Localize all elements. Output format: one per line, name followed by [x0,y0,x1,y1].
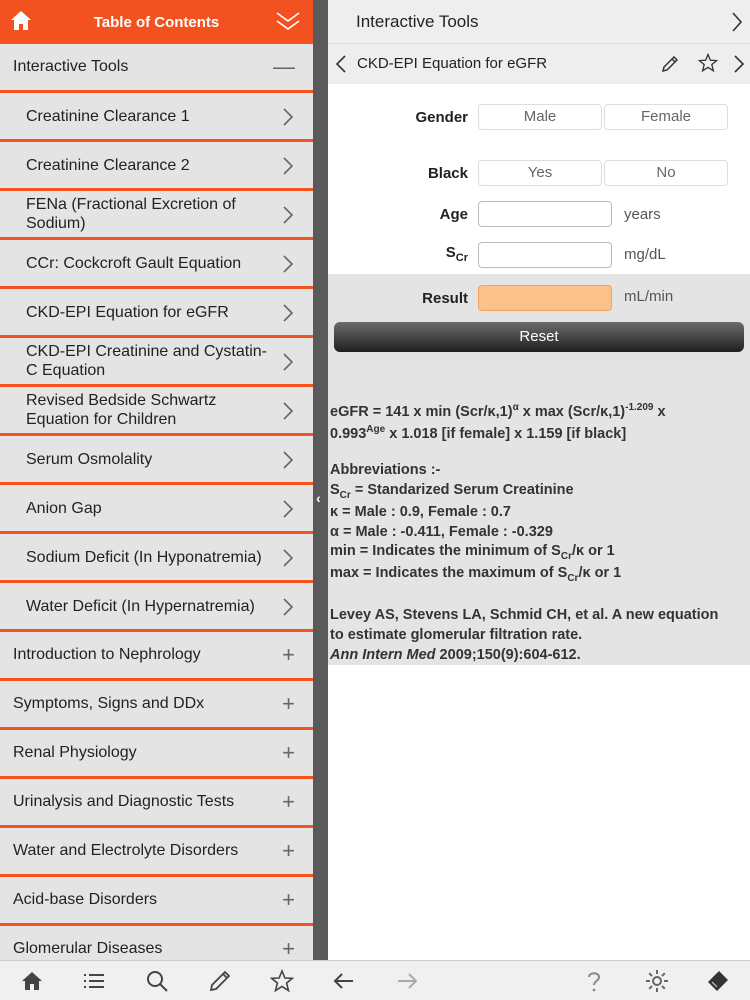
list-icon[interactable] [82,969,106,993]
abbr-text: /κ or 1 [571,543,615,559]
formula-line-1 [330,402,666,420]
list-item[interactable] [0,240,313,289]
formula-sup: -1.209 [625,402,654,413]
collapse-all-icon[interactable] [275,10,301,32]
chevron-right-icon [283,549,293,567]
pencil-icon[interactable] [208,969,232,993]
reference-line: to estimate glomerular filtration rate. [330,627,583,643]
tag-icon[interactable] [706,969,730,993]
toc-header [0,0,313,44]
section-label: Symptoms, Signs and DDx [13,695,205,712]
bottom-toolbar [0,960,750,1000]
list-item[interactable] [0,191,313,240]
section-label: Interactive Tools [13,58,129,75]
list-item-label: Creatinine Clearance 1 [26,107,190,125]
result-output [478,285,612,311]
abbreviation-line [330,565,621,584]
section-row[interactable] [0,730,313,779]
section-label: Renal Physiology [13,744,137,761]
age-unit: years [624,206,661,223]
chevron-right-icon [283,304,293,322]
table-of-contents-pane [0,0,313,960]
back-arrow-icon[interactable] [332,969,356,993]
section-row[interactable] [0,828,313,877]
gender-segmented-control [478,104,730,130]
abbr-text: min = Indicates the minimum of S [330,543,561,559]
black-segmented-control [478,160,730,186]
gender-female-option[interactable]: Female [604,104,728,130]
list-item-label: CKD-EPI Equation for eGFR [26,303,229,321]
calculator [328,84,750,400]
scr-unit: mg/dL [624,246,666,263]
reference-line: Levey AS, Stevens LA, Schmid CH, et al. A new equation [330,607,719,623]
formula-text: 0.993 [330,425,367,442]
chevron-right-icon [283,353,293,371]
chevron-right-icon [283,402,293,420]
content-pane [328,0,750,960]
home-icon[interactable] [20,969,44,993]
section-label: Acid-base Disorders [13,891,158,908]
scr-label [338,244,468,264]
black-label: Black [427,165,468,182]
list-item-label: CKD-EPI Creatinine and Cystatin-C Equation [26,343,267,379]
black-no-option[interactable]: No [604,160,728,186]
list-item[interactable] [0,485,313,534]
pencil-icon[interactable] [660,54,680,74]
section-label: Glomerular Diseases [13,940,163,957]
toc-title: Table of Contents [93,13,220,31]
list-item[interactable] [0,534,313,583]
plus-icon: + [282,887,295,912]
abbreviation-line: α = Male : -0.411, Female : -0.329 [330,524,553,540]
collapse-pane-icon[interactable]: ‹ [316,490,321,506]
scr-label-text: S [445,244,456,261]
abbreviation-line: κ = Male : 0.9, Female : 0.7 [330,504,511,520]
list-item-label: Anion Gap [26,499,102,517]
list-item-label: FENa (Fractional Excretion of Sodium) [26,196,236,232]
minus-icon: — [273,54,295,79]
abbreviations-title: Abbreviations :- [330,462,441,478]
plus-icon: + [282,789,295,814]
abbr-sub: Cr [339,489,351,501]
plus-icon: + [282,691,295,716]
journal-name: Ann Intern Med [330,647,436,663]
forward-chevron-icon[interactable] [734,55,744,73]
list-item[interactable] [0,289,313,338]
star-icon[interactable] [698,53,718,73]
section-label: Urinalysis and Diagnostic Tests [13,793,235,810]
settings-gear-icon[interactable] [645,969,669,993]
chevron-right-icon [732,12,742,32]
abbr-sub: Cr [560,550,572,562]
formula-sup: Age [366,424,386,435]
list-item-label: Water Deficit (In Hypernatremia) [26,597,255,615]
page-title: CKD-EPI Equation for eGFR [357,55,548,72]
section-label: Water and Electrolyte Disorders [13,842,239,859]
section-row[interactable] [0,632,313,681]
chevron-right-icon [283,451,293,469]
chevron-right-icon [283,500,293,518]
age-label: Age [439,206,468,223]
section-row[interactable] [0,779,313,828]
age-input[interactable] [478,201,612,227]
chevron-right-icon [283,598,293,616]
chevron-right-icon [283,206,293,224]
formula-line-2 [330,424,626,442]
list-item[interactable] [0,583,313,632]
list-item-label: Serum Osmolality [26,450,153,468]
reference-line [330,647,581,663]
formula-notes [328,400,750,665]
abbreviation-line [330,482,574,501]
plus-icon: + [282,838,295,863]
abbr-text: /κ or 1 [578,565,622,581]
formula-text: x 1.018 [if female] x 1.159 [if black] [385,425,627,442]
back-chevron-icon[interactable] [336,55,346,73]
star-icon[interactable] [270,969,294,993]
list-item-label: CCr: Cockcroft Gault Equation [26,254,242,272]
formula-text: eGFR = 141 x min (Scr/κ,1) [330,403,513,420]
list-item-label: Sodium Deficit (In Hyponatremia) [26,548,262,566]
black-yes-option[interactable]: Yes [478,160,602,186]
plus-icon: + [282,936,295,960]
abbr-text: S [330,482,340,498]
abbr-sub: Cr [567,572,579,584]
list-item-label: Creatinine Clearance 2 [26,156,190,174]
scr-label-sub: Cr [455,252,468,264]
list-item[interactable] [0,387,313,436]
chevron-right-icon [283,255,293,273]
section-row[interactable] [0,926,313,960]
formula-text: x [653,403,666,420]
search-icon[interactable] [145,969,169,993]
section-row[interactable] [0,877,313,926]
gender-label: Gender [415,109,468,126]
chevron-right-icon [283,108,293,126]
section-row[interactable] [0,681,313,730]
chevron-right-icon [283,157,293,175]
content-header-title: Interactive Tools [356,11,479,31]
forward-arrow-icon[interactable] [395,969,419,993]
section-label: Introduction to Nephrology [13,646,201,663]
gender-male-option[interactable]: Male [478,104,602,130]
result-label: Result [422,290,468,307]
list-item[interactable] [0,142,313,191]
abbreviation-line [330,543,615,562]
reset-button[interactable]: Reset [334,322,744,352]
formula-sup: α [512,402,519,413]
reference-text: 2009;150(9):604-612. [435,647,581,663]
content-header[interactable] [328,0,750,44]
plus-icon: + [282,642,295,667]
page-title-bar [328,44,750,84]
plus-icon: + [282,740,295,765]
result-unit: mL/min [624,288,674,305]
pane-divider[interactable] [313,0,328,960]
scr-input[interactable] [478,242,612,268]
formula-text: x max (Scr/κ,1) [518,403,626,420]
home-icon[interactable] [10,9,32,33]
list-item[interactable] [0,93,313,142]
list-item[interactable] [0,338,313,387]
section-interactive-tools[interactable] [0,44,313,93]
list-item[interactable] [0,436,313,485]
list-item-label: Revised Bedside Schwartz Equation for Children [26,392,217,428]
abbr-text: = Standarized Serum Creatinine [350,482,574,498]
abbr-text: max = Indicates the maximum of S [330,565,568,581]
help-icon[interactable] [582,969,606,993]
